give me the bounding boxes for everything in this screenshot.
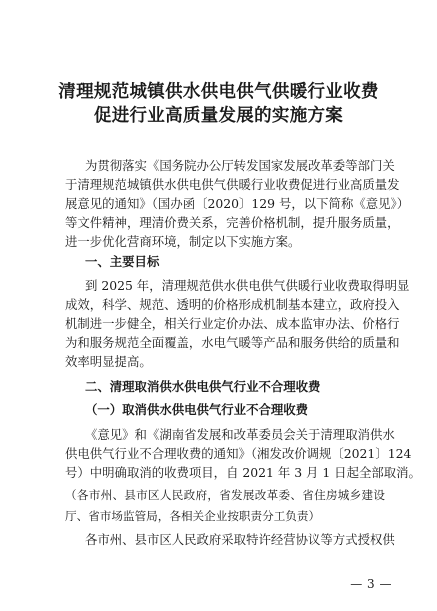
page-number: — 3 — xyxy=(350,577,392,591)
section2-line: 号）中明确取消的收费项目，自 2021 年 3 月 1 日起全部取消。 xyxy=(65,465,421,480)
intro-line: 等文件精神，理清价费关系，完善价格机制，提升服务质量， xyxy=(65,215,400,230)
section-heading-2: 二、清理取消供水供电供气行业不合理收费 xyxy=(85,379,321,394)
intro-line: 为贯彻落实《国务院办公厅转发国家发展改革委等部门关 xyxy=(85,158,395,173)
section1-line: 为和服务规范全面覆盖，水电气暖等产品和服务供给的质量和 xyxy=(65,335,400,350)
section1-line: 机制进一步健全，相关行业定价办法、成本监审办法、价格行 xyxy=(65,316,400,331)
section2-line: 《意见》和《湖南省发展和改革委员会关于清理取消供水 xyxy=(85,427,395,442)
document-title-line-2: 促进行业高质量发展的实施方案 xyxy=(93,106,344,126)
section1-line: 成效，科学、规范、透明的价格形成机制基本建立，政府投入 xyxy=(65,297,400,312)
section1-line: 到 2025 年，清理规范供水供电供气供暖行业收费取得明显 xyxy=(85,278,410,293)
section2-line: （各市州、县市区人民政府，省发展改革委、省住房城乡建设 xyxy=(65,488,385,502)
intro-line: 于清理规范城镇供水供电供气供暖行业收费促进行业高质量发 xyxy=(65,177,400,192)
intro-line: 进一步优化营商环境，制定以下实施方案。 xyxy=(65,234,301,249)
section2-next-line: 各市州、县市区人民政府采取特许经营协议等方式授权供 xyxy=(85,532,395,547)
section-heading-1: 一、主要目标 xyxy=(85,254,160,269)
section1-line: 效率明显提高。 xyxy=(65,354,152,369)
intro-line: 展意见的通知》（国办函〔2020〕129 号，以下简称《意见》） xyxy=(65,196,410,211)
document-title-line-1: 清理规范城镇供水供电供气供暖行业收费 xyxy=(58,82,379,102)
section2-line: 供电供气行业不合理收费的通知》（湘发改价调规〔2021〕124 xyxy=(65,446,412,461)
section2-line: 厅、省市场监管局，各相关企业按职责分工负责） xyxy=(65,509,321,523)
subsection-heading: （一）取消供水供电供气行业不合理收费 xyxy=(85,402,309,417)
